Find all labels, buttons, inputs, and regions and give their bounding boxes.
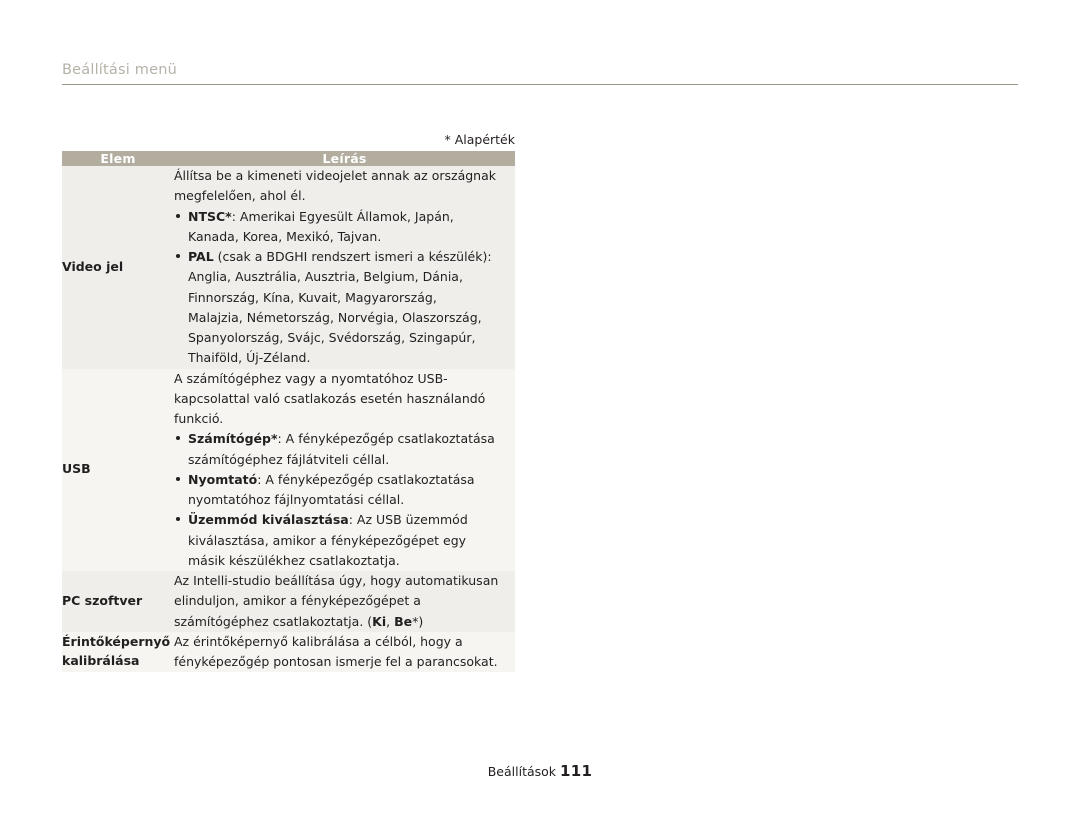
desc-line: Thaiföld, Új-Zéland. (188, 350, 311, 366)
header-divider (62, 84, 1018, 85)
desc-line: Az Intelli-studio beállítása úgy, hogy automatikusan (174, 573, 499, 588)
table-row (62, 571, 515, 632)
desc-line: Anglia, Ausztrália, Ausztria, Belgium, Dánia, (188, 269, 463, 285)
desc-sep: , (386, 613, 395, 629)
row-description (174, 166, 515, 369)
desc-line: megfelelően, ahol él. (174, 188, 306, 204)
footer-label: Beállítások (487, 764, 557, 779)
table-row (62, 632, 515, 673)
desc-line: kapcsolattal való csatlakozás esetén használandó (174, 390, 486, 406)
column-header-description: Leírás (322, 151, 367, 166)
desc-line: nyomtatóhoz fájlnyomtatási céllal. (188, 492, 405, 507)
desc-bullet (174, 247, 515, 267)
desc-line: számítógéphez fájlátviteli céllal. (188, 451, 390, 467)
bullet-term: Számítógép* (188, 431, 278, 447)
column-header-item: Elem (100, 151, 136, 166)
row-description (174, 369, 515, 572)
bullet-dot-icon (176, 477, 180, 481)
bullet-dot-icon (176, 517, 180, 521)
bullet-text: : A fényképezőgép csatlakoztatása (257, 471, 475, 487)
bullet-term: PAL (188, 249, 214, 264)
row-item-label: USB (62, 461, 91, 477)
desc-line: A számítógéphez vagy a nyomtatóhoz USB- (174, 370, 448, 386)
desc-text: számítógéphez csatlakoztatja. ( (174, 613, 373, 629)
row-item-label: PC szoftver (62, 593, 143, 608)
option-be: Be (394, 613, 413, 629)
settings-table (62, 151, 515, 672)
page-header (62, 62, 1018, 85)
desc-line: Kanada, Korea, Mexikó, Tajvan. (188, 228, 382, 244)
table-header (62, 151, 515, 166)
table-row (62, 369, 515, 572)
bullet-text: : Amerikai Egyesült Államok, Japán, (231, 208, 454, 224)
desc-tail: *) (412, 613, 424, 629)
bullet-text: : A fényképezőgép csatlakoztatása (277, 431, 495, 447)
desc-line: Az érintőképernyő kalibrálása a célból, hogy a (174, 633, 463, 649)
desc-line: Malajzia, Németország, Norvégia, Olaszország, (188, 309, 482, 325)
page-number: 111 (560, 762, 593, 780)
desc-line: fényképezőgép pontosan ismerje fel a parancsokat. (174, 654, 498, 669)
row-description (174, 571, 515, 632)
table-body (62, 166, 515, 672)
desc-bullet (174, 207, 515, 227)
bullet-term: NTSC* (188, 208, 232, 224)
desc-line: funkció. (174, 411, 224, 426)
desc-line: Finnország, Kína, Kuvait, Magyarország, (188, 289, 437, 305)
bullet-dot-icon (176, 214, 180, 218)
page-footer (0, 762, 1080, 780)
table-header-row (62, 151, 515, 166)
table-row (62, 166, 515, 369)
bullet-term: Üzemmód kiválasztása (188, 512, 349, 528)
desc-line: Spanyolország, Svájc, Svédország, Szingapúr, (188, 330, 476, 345)
desc-bullet (174, 429, 515, 449)
row-item-label: Érintőképernyő kalibrálása (62, 634, 171, 668)
bullet-dot-icon (176, 254, 180, 258)
bullet-text: : Az USB üzemmód (348, 512, 468, 528)
desc-bullet (174, 470, 515, 490)
desc-line: másik készülékhez csatlakoztatja. (188, 552, 400, 568)
default-value-note: * Alapérték (444, 132, 515, 147)
row-item-label: Video jel (62, 258, 124, 274)
desc-line: kiválasztása, amikor a fényképezőgépet egy (188, 532, 467, 548)
row-description (174, 632, 515, 673)
desc-bullet (174, 510, 515, 530)
desc-line-mixed (174, 612, 515, 632)
bullet-text: (csak a BDGHI rendszert ismeri a készülék): (213, 249, 492, 264)
bullet-term: Nyomtató (188, 471, 258, 487)
option-ki: Ki (372, 613, 387, 629)
desc-line: Állítsa be a kimeneti videojelet annak az országnak (174, 168, 496, 183)
bullet-dot-icon (176, 436, 180, 440)
header-title: Beállítási menü (62, 62, 178, 78)
desc-line: elinduljon, amikor a fényképezőgépet a (174, 593, 421, 609)
